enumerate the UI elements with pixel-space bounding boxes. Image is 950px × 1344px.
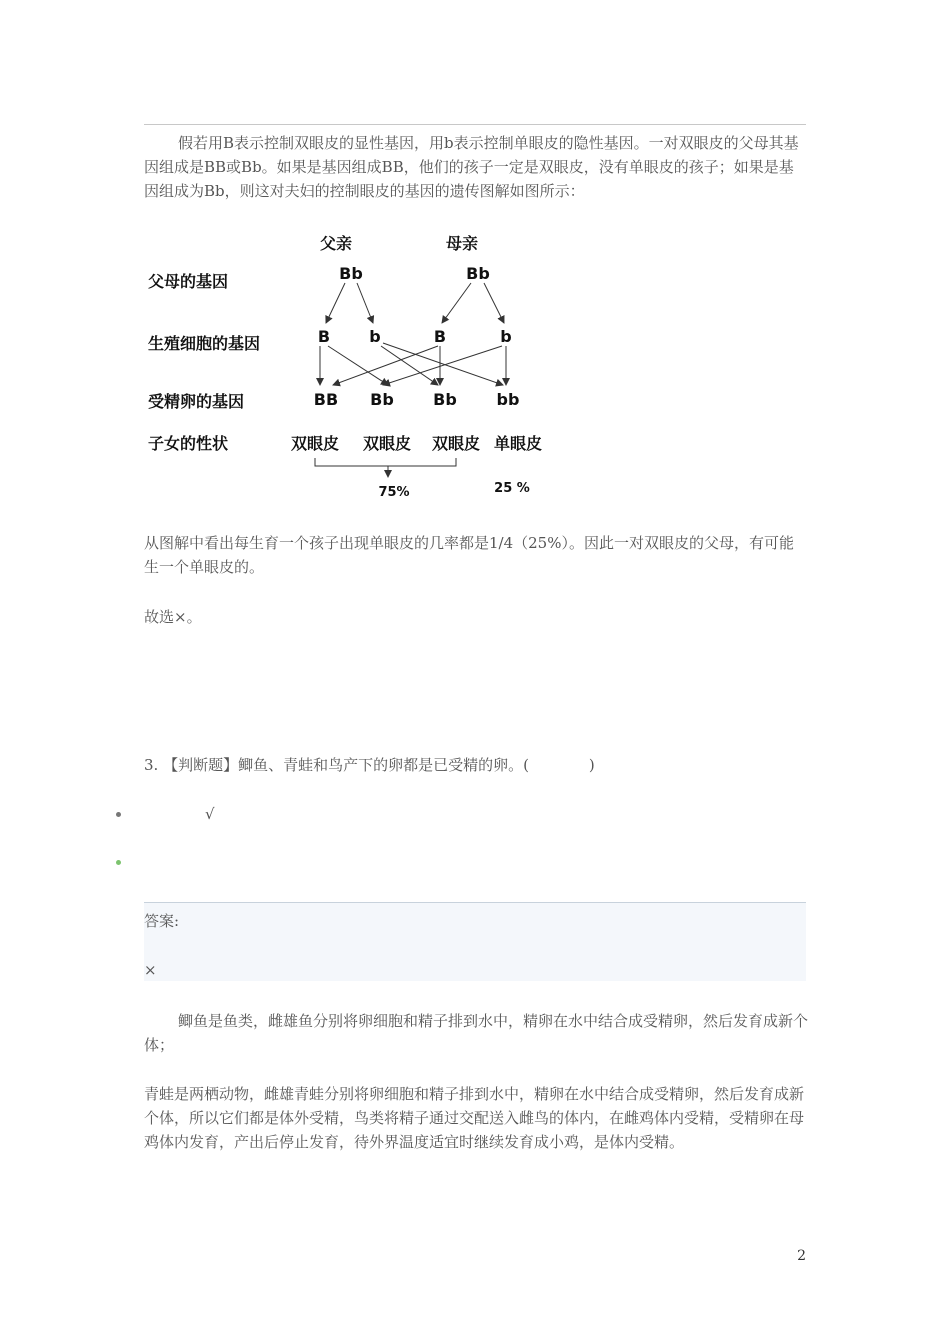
trait-1: 双眼皮 bbox=[290, 434, 340, 453]
conclusion: 故选×。 bbox=[144, 608, 202, 626]
row-label-zygotes: 受精卵的基因 bbox=[148, 392, 245, 411]
page-number: 2 bbox=[797, 1248, 806, 1264]
explanation-paragraph-2: 从图解中看出每生育一个孩子出现单眼皮的几率都是1/4（25%）。因此一对双眼皮的父母，有可能生一个单眼皮的。 bbox=[144, 534, 794, 576]
question-3-text: 3. 【判断题】鲫鱼、青蛙和鸟产下的卵都是已受精的卵。( ) bbox=[144, 756, 595, 774]
mother-genotype: Bb bbox=[466, 264, 490, 283]
answer-box bbox=[144, 902, 806, 981]
top-rule bbox=[144, 124, 806, 125]
option-bullet-2[interactable] bbox=[116, 860, 121, 865]
genetic-cross-diagram bbox=[138, 222, 568, 512]
zygote-Bb-2: Bb bbox=[433, 390, 457, 409]
mother-label: 母亲 bbox=[445, 234, 479, 253]
father-genotype: Bb bbox=[339, 264, 363, 283]
zygote-bb: bb bbox=[496, 390, 520, 409]
explanation-paragraph-1: 假若用B表示控制双眼皮的显性基因，用b表示控制单眼皮的隐性基因。一对双眼皮的父母其基因组成是BB或Bb。如果是基因组成BB，他们的孩子一定是双眼皮，没有单眼皮的孩子；如果是基因组成为Bb，则这对夫妇的控制眼皮的基因的遗传图解如图所示： bbox=[144, 134, 799, 200]
analysis-paragraph-2: 青蛙是两栖动物，雌雄青蛙分别将卵细胞和精子排到水中，精卵在水中结合成受精卵，然后发育成新个体，所以它们都是体外受精，鸟类将精子通过交配送入雌鸟的体内，在雌鸡体内受精，受精卵在母鸡体内发育，产出后停止发育，待外界温度适宜时继续发育成小鸡，是体内受精。 bbox=[144, 1085, 805, 1151]
gamete-father-b: b bbox=[369, 327, 381, 346]
zygote-Bb-1: Bb bbox=[370, 390, 394, 409]
row-label-parent-genes: 父母的基因 bbox=[148, 272, 229, 291]
gamete-mother-b: b bbox=[500, 327, 512, 346]
arrows-parents-to-gametes bbox=[326, 283, 504, 323]
percent-single-eyelid: 25 % bbox=[494, 481, 530, 496]
trait-2: 双眼皮 bbox=[362, 434, 412, 453]
row-label-traits: 子女的性状 bbox=[148, 434, 229, 453]
gamete-mother-B: B bbox=[433, 327, 447, 346]
option-bullet-1[interactable] bbox=[116, 812, 121, 817]
row-label-gametes: 生殖细胞的基因 bbox=[148, 334, 261, 353]
father-label: 父亲 bbox=[319, 234, 353, 253]
answer-label: 答案: bbox=[144, 912, 180, 930]
option-true-mark[interactable]: √ bbox=[205, 805, 215, 823]
trait-3: 双眼皮 bbox=[431, 434, 481, 453]
trait-4: 单眼皮 bbox=[493, 434, 543, 453]
answer-value: × bbox=[144, 961, 157, 979]
gamete-father-B: B bbox=[317, 327, 331, 346]
zygote-BB: BB bbox=[313, 390, 339, 409]
percent-double-eyelid: 75% bbox=[378, 485, 410, 500]
bracket bbox=[315, 458, 456, 477]
analysis-paragraph-1: 鲫鱼是鱼类，雌雄鱼分别将卵细胞和精子排到水中，精卵在水中结合成受精卵，然后发育成新个体； bbox=[144, 1012, 809, 1054]
arrows-gametes-to-zygotes bbox=[320, 343, 506, 385]
